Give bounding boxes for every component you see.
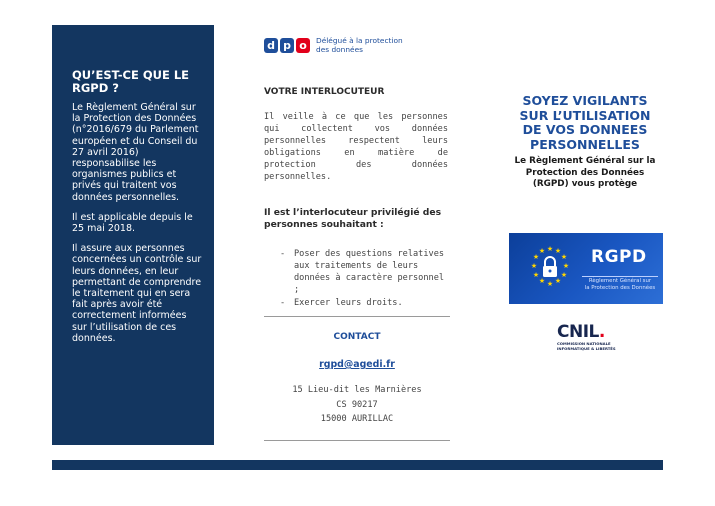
svg-text:★: ★ — [560, 253, 568, 261]
vigilance-subtitle-line3: (RGPD) vous protège — [532, 179, 638, 189]
cnil-caption-line1: COMMISSION NATIONALE — [557, 341, 611, 346]
rgpd-question-title: QU’EST-CE QUE LE RGPD ? — [72, 68, 190, 95]
svg-text:★: ★ — [554, 277, 562, 285]
vigilance-subtitle — [495, 156, 675, 191]
dpo-letter-p: p — [280, 38, 294, 53]
vigilance-title — [490, 94, 680, 152]
cnil-logo — [557, 323, 627, 351]
svg-text:★: ★ — [546, 245, 554, 253]
dpo-letter-d: d — [264, 38, 278, 53]
rights-list — [280, 248, 450, 310]
vigilance-title-line4: PERSONNELLES — [530, 136, 640, 152]
left-info-panel — [52, 25, 214, 445]
dpo-letter-o: o — [296, 38, 310, 53]
eu-stars-icon — [523, 241, 577, 295]
vigilance-title-line1: SOYEZ VIGILANTS — [522, 93, 648, 108]
cnil-caption — [557, 342, 627, 351]
contact-email-link[interactable]: rgpd@agedi.fr — [319, 359, 395, 370]
address-line-3: 15000 AURILLAC — [320, 414, 394, 424]
svg-text:★: ★ — [554, 247, 562, 255]
rgpd-label: RGPD — [591, 247, 647, 267]
cnil-wordmark — [557, 323, 627, 341]
svg-text:★: ★ — [530, 262, 538, 270]
divider-top — [264, 316, 450, 317]
rgpd-caption — [582, 276, 658, 292]
dpo-caption-line2: des données — [316, 45, 363, 54]
rgpd-date-text: Il est applicable depuis le 25 mai 2018. — [72, 211, 193, 235]
svg-text:★: ★ — [560, 271, 568, 279]
svg-text:★: ★ — [562, 262, 570, 270]
vigilance-title-line2: SUR L’UTILISATION — [519, 107, 651, 123]
address-line-2: CS 90217 — [336, 400, 378, 410]
svg-text:★: ★ — [546, 280, 554, 288]
vigilance-title-line3: DE VOS DONNEES — [522, 122, 648, 137]
list-item: - Poser des questions relatives aux traitements de leurs données à caractère personnel ; — [280, 248, 450, 296]
dpo-caption — [316, 36, 403, 54]
interlocutor-heading: VOTRE INTERLOCUTEUR — [264, 87, 385, 97]
vigilance-subtitle-line1: Le Règlement Général sur la — [514, 156, 656, 166]
cnil-word: CNIL — [557, 322, 599, 342]
cnil-dot: . — [598, 322, 605, 342]
rgpd-caption-line2: la Protection des Données — [584, 285, 656, 291]
address-line-1: 15 Lieu-dit les Marnières — [292, 385, 422, 395]
rgpd-definition-text: Le Règlement Général sur la Protection des Données (n°2016/679 du Parlement européen et du Conseil du 27 avril 2016) responsabilise les organismes publics et privés qui traitent vos données personnelles. — [72, 102, 199, 203]
svg-text:★: ★ — [532, 253, 540, 261]
svg-text:★: ★ — [538, 247, 546, 255]
svg-text:★: ★ — [532, 271, 540, 279]
rgpd-caption-line1: Règlement Général sur — [588, 278, 652, 284]
rgpd-control-text: Il assure aux personnes concernées un contrôle sur leurs données, en leur permettant de comprendre le traitement qui en sera fait après avoir été correctement informées sur l’utilisation de ces données. — [72, 243, 202, 344]
interlocutor-body: Il veille à ce que les personnes qui collectent vos données personnelles respectent leurs obligations en matière de protection des données personnelles. — [264, 112, 448, 182]
list-item: - Exercer leurs droits. — [280, 297, 450, 309]
rgpd-banner — [509, 233, 663, 304]
padlock-icon — [543, 257, 557, 277]
svg-text:★: ★ — [538, 277, 546, 285]
divider-bottom — [264, 440, 450, 441]
dpo-logo — [264, 35, 403, 55]
footer-bar — [52, 460, 663, 470]
vigilance-subtitle-line2: Protection des Données — [525, 167, 645, 178]
interlocutor-subheading: Il est l’interlocuteur privilégié des personnes souhaitant : — [264, 207, 442, 230]
cnil-caption-line2: INFORMATIQUE & LIBERTÉS — [557, 345, 616, 351]
contact-title: CONTACT — [333, 332, 381, 342]
dpo-caption-line1: Délégué à la protection — [316, 36, 403, 45]
